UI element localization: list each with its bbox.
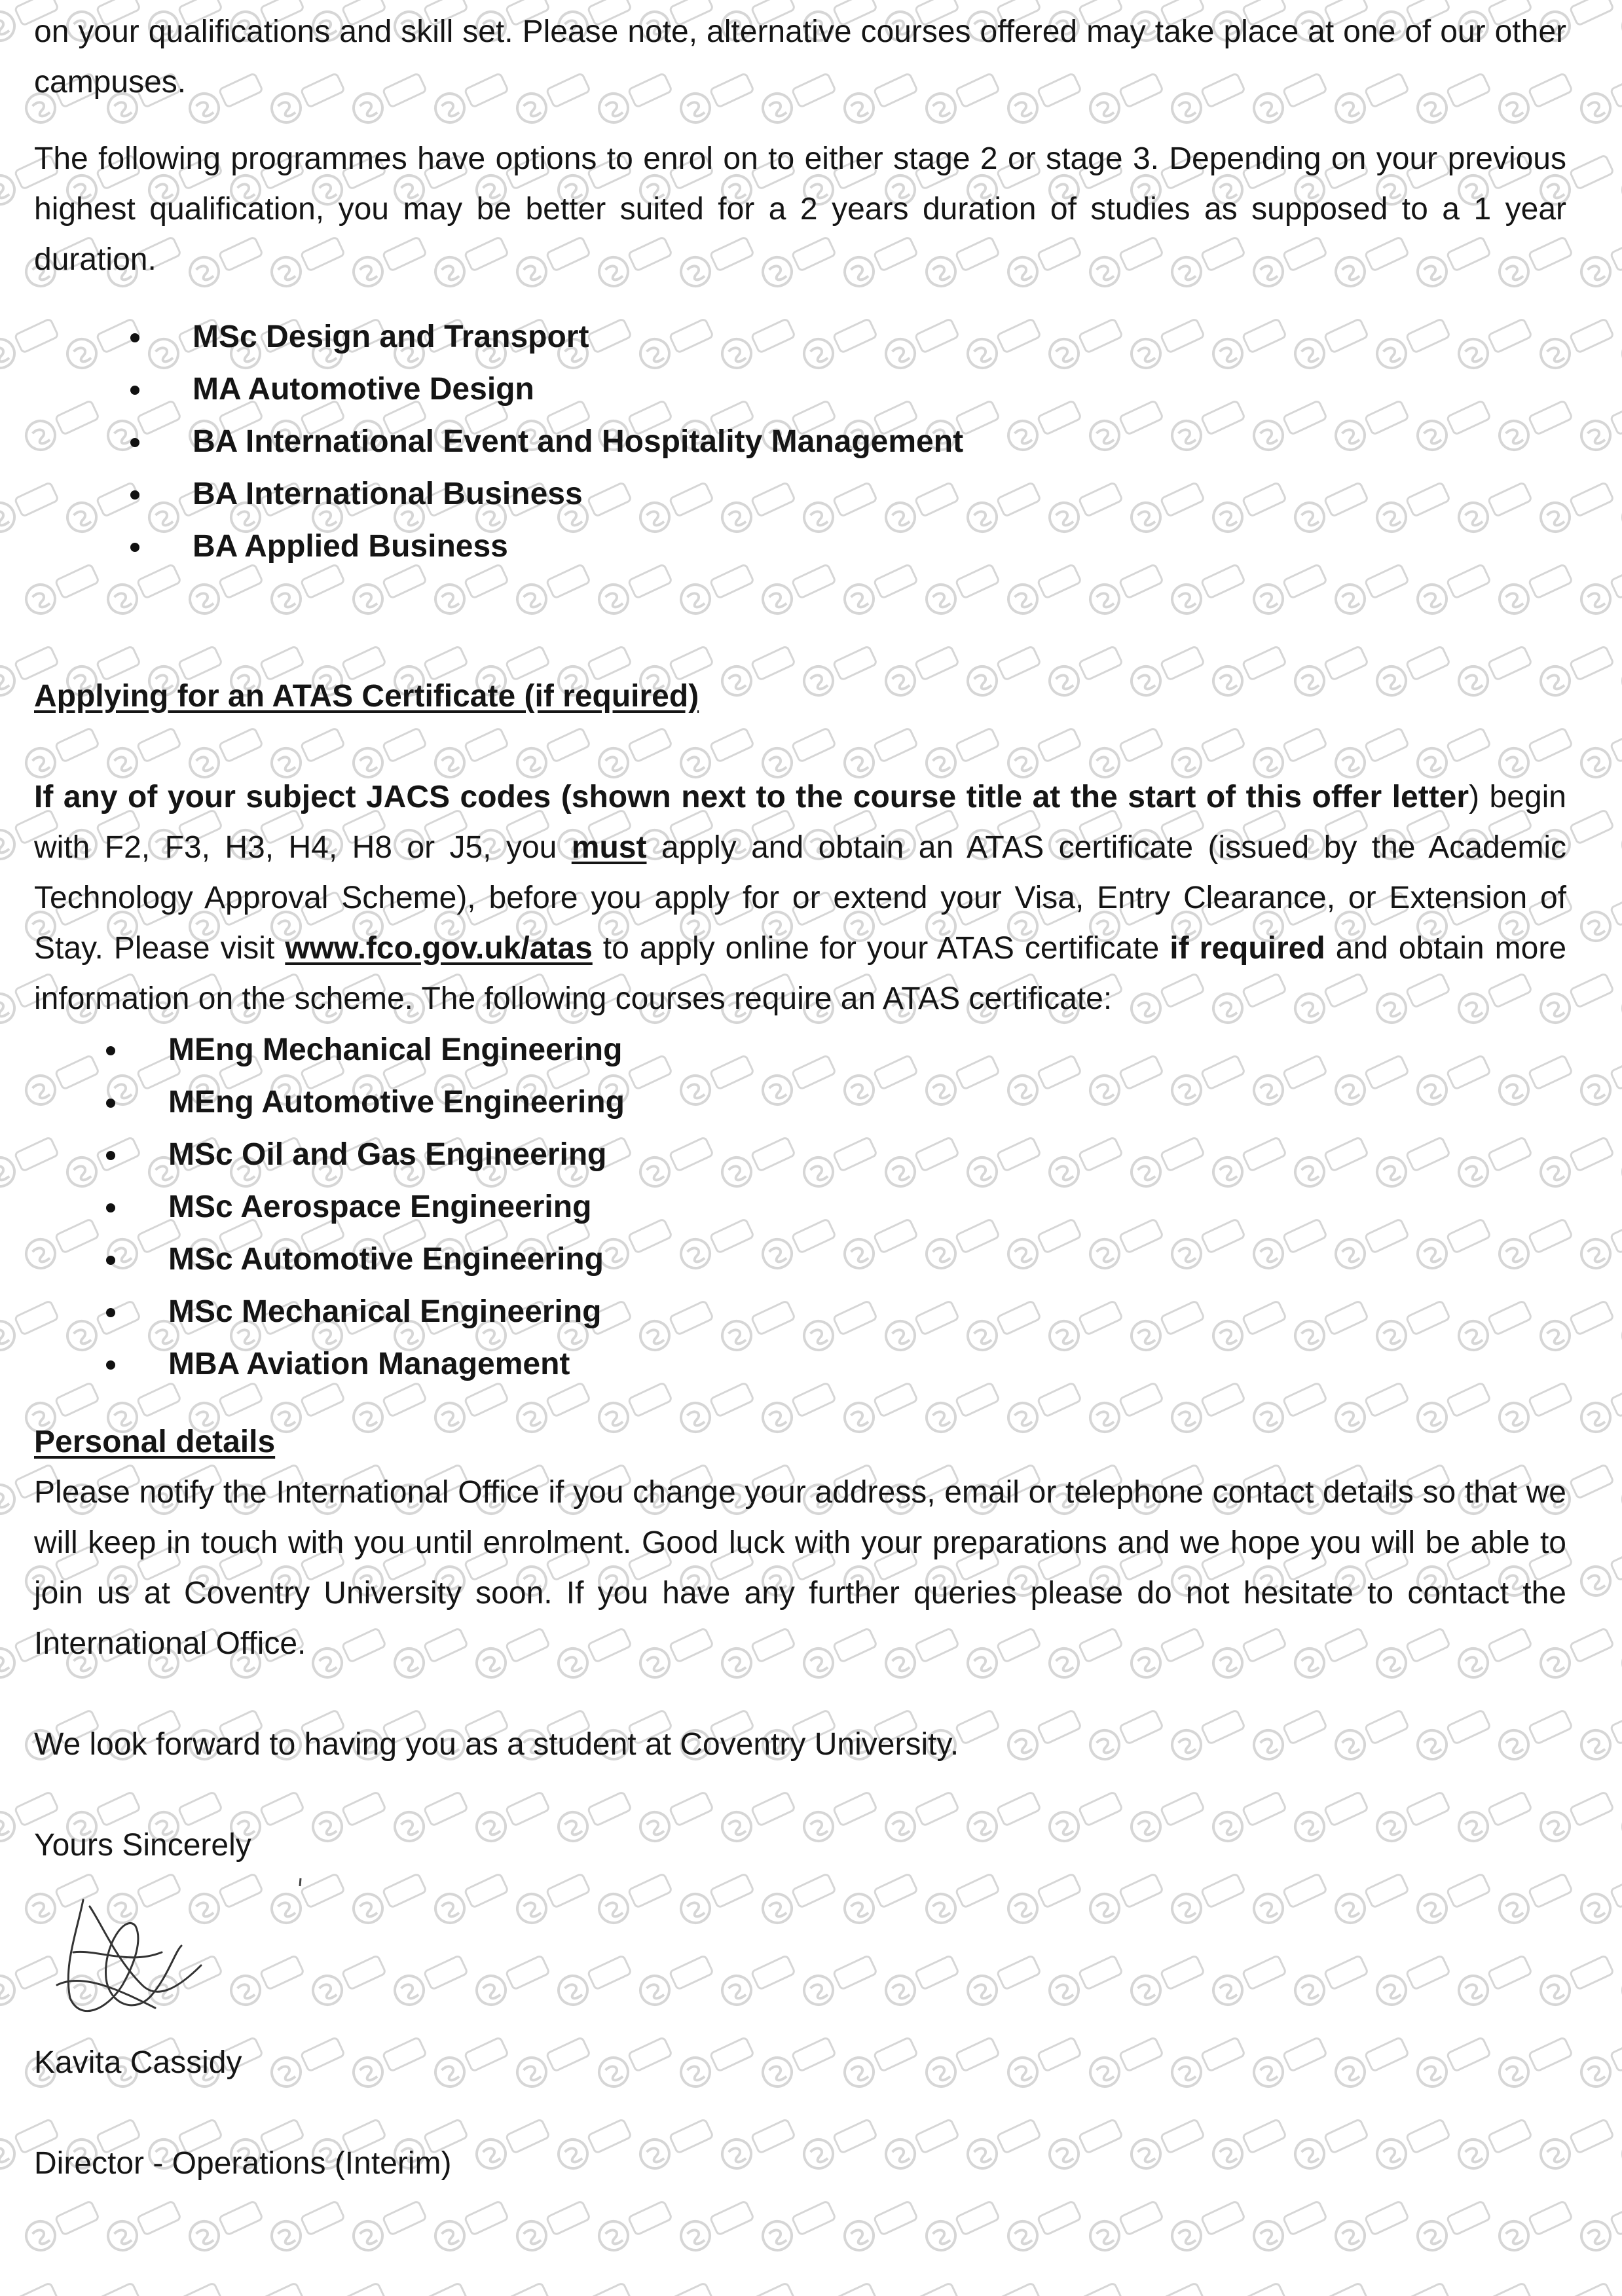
watermark-swirl-icon (1618, 479, 1622, 536)
list-item: MEng Mechanical Engineering (34, 1024, 1566, 1076)
stage-programme-list (34, 311, 1566, 573)
watermark-swirl-icon (1086, 2197, 1166, 2255)
watermark-swirl-icon (103, 2197, 183, 2255)
watermark-swirl-icon (676, 2197, 756, 2255)
watermark-swirl-icon (840, 2197, 920, 2255)
watermark-swirl-icon (800, 2279, 879, 2296)
watermark-swirl-icon (595, 2197, 674, 2255)
watermark-swirl-icon (185, 2197, 265, 2255)
watermark-swirl-icon (308, 2279, 388, 2296)
watermark-swirl-icon (1618, 1952, 1622, 2009)
list-item: MA Automotive Design (34, 363, 1566, 416)
watermark-swirl-icon (1618, 970, 1622, 1027)
watermark-swirl-icon (227, 2279, 306, 2296)
watermark-swirl-icon (145, 2279, 225, 2296)
watermark-swirl-icon (431, 2197, 511, 2255)
watermark-swirl-icon (1577, 1870, 1622, 1927)
watermark-swirl-icon (267, 2197, 347, 2255)
watermark-swirl-icon (922, 2197, 1002, 2255)
watermark-swirl-icon (1577, 233, 1622, 291)
list-item: MSc Aerospace Engineering (34, 1181, 1566, 1233)
list-item: MSc Design and Transport (34, 311, 1566, 363)
watermark-swirl-icon (1454, 2279, 1534, 2296)
watermark-swirl-icon (1577, 1542, 1622, 1600)
watermark-swirl-icon (1577, 888, 1622, 945)
watermark-swirl-icon (1618, 1297, 1622, 1355)
watermark-swirl-icon (1127, 2279, 1207, 2296)
watermark-swirl-icon (636, 2279, 716, 2296)
personal-paragraph: Please notify the International Office if you change your address, email or telephone contact details so that we will keep in touch with you until enrolment. Good luck with your preparations and we hope you will be able to join us at Coventry University soon. If you have any further queries please do not hesitate to contact the International Office. (34, 1475, 1566, 1661)
atas-heading: Applying for an ATAS Certificate (if required) (34, 679, 699, 714)
watermark-swirl-icon (1577, 2033, 1622, 2091)
signatory-name: Kavita Cassidy (34, 2045, 242, 2080)
atas-paragraph (34, 772, 1566, 1024)
list-item: MSc Mechanical Engineering (34, 1286, 1566, 1338)
watermark-swirl-icon (1618, 642, 1622, 700)
watermark-swirl-icon (881, 2279, 961, 2296)
atas-bold-lead: If any of your subject JACS codes (shown next to the course title at the start of this offer letter (34, 780, 1469, 814)
watermark-swirl-icon (0, 2279, 61, 2296)
list-item: BA International Event and Hospitality Management (34, 416, 1566, 468)
list-item: BA Applied Business (34, 520, 1566, 573)
watermark-swirl-icon (1577, 2197, 1622, 2255)
list-item: BA International Business (34, 468, 1566, 520)
watermark-swirl-icon (1618, 2279, 1622, 2296)
watermark-swirl-icon (1209, 2279, 1289, 2296)
watermark-swirl-icon (1577, 1215, 1622, 1273)
atas-text: to apply online for your ATAS certificate (592, 931, 1170, 966)
personal-heading: Personal details (34, 1425, 276, 1459)
watermark-swirl-icon (1618, 315, 1622, 373)
watermark-swirl-icon (1577, 560, 1622, 618)
watermark-swirl-icon (1618, 1624, 1622, 1682)
signature-mark-icon (297, 1877, 304, 1890)
watermark-swirl-icon (472, 2279, 552, 2296)
watermark-swirl-icon (1577, 69, 1622, 127)
watermark-swirl-icon (1577, 1051, 1622, 1109)
list-item: MBA Aviation Management (34, 1338, 1566, 1391)
watermark-swirl-icon (1618, 0, 1622, 45)
watermark-swirl-icon (1618, 1788, 1622, 1846)
watermark-swirl-icon (1413, 2197, 1493, 2255)
watermark-swirl-icon (1495, 2197, 1575, 2255)
watermark-swirl-icon (63, 2279, 143, 2296)
watermark-swirl-icon (513, 2197, 593, 2255)
intro-paragraph: on your qualifications and skill set. Please note, alternative courses offered may take place at one of our other campuses. (34, 14, 1566, 100)
watermark-swirl-icon (758, 2197, 838, 2255)
watermark-swirl-icon (1373, 2279, 1452, 2296)
watermark-swirl-icon (1577, 1706, 1622, 1764)
list-item: MSc Oil and Gas Engineering (34, 1129, 1566, 1181)
signatory-title: Director - Operations (Interim) (34, 2146, 452, 2181)
watermark-swirl-icon (1249, 2197, 1329, 2255)
list-item: MSc Automotive Engineering (34, 1233, 1566, 1286)
stages-paragraph: The following programmes have options to enrol on to either stage 2 or stage 3. Depending on your previous highest qualification, you may be better suited for a 2 years duration of studies as supposed to a 1 year duration. (34, 141, 1566, 277)
watermark-swirl-icon (1168, 2197, 1247, 2255)
watermark-swirl-icon (1577, 397, 1622, 454)
watermark-swirl-icon (22, 2197, 101, 2255)
watermark-swirl-icon (1536, 2279, 1616, 2296)
letter-page (34, 7, 1566, 2189)
signature (34, 1870, 1566, 2037)
look-forward-text: We look forward to having you as a student at Coventry University. (34, 1727, 959, 1762)
watermark-swirl-icon (1618, 1133, 1622, 1191)
atas-text: apply and obtain an ATAS certificate (issued by the Academic Technology Approval Scheme), before you apply for or extend your Visa, Entry Clearance, or Extension of Stay. Please visit (34, 830, 1567, 966)
watermark-swirl-icon (1004, 2197, 1084, 2255)
sign-off: Yours Sincerely (34, 1828, 251, 1863)
watermark-swirl-icon (1331, 2197, 1411, 2255)
watermark-swirl-icon (718, 2279, 798, 2296)
atas-if-required: if required (1170, 931, 1325, 966)
watermark-swirl-icon (1577, 724, 1622, 782)
watermark-swirl-icon (1618, 151, 1622, 209)
atas-course-list (34, 1024, 1566, 1391)
atas-text: and obtain more information on the scheme. The following courses require an ATAS certificate: (34, 931, 1567, 1016)
watermark-swirl-icon (1618, 1461, 1622, 1518)
watermark-swirl-icon (1577, 1379, 1622, 1436)
watermark-swirl-icon (1618, 2115, 1622, 2173)
watermark-swirl-icon (390, 2279, 470, 2296)
watermark-swirl-icon (1291, 2279, 1371, 2296)
list-item: MEng Automotive Engineering (34, 1076, 1566, 1129)
atas-link[interactable]: www.fco.gov.uk/atas (285, 931, 593, 966)
atas-text: ) begin with F2, F3, H3, H4, H8 or J5, you (34, 780, 1567, 865)
watermark-swirl-icon (349, 2197, 429, 2255)
atas-must: must (571, 830, 647, 865)
watermark-swirl-icon (963, 2279, 1043, 2296)
signature-scribble-icon (44, 1887, 240, 2031)
watermark-swirl-icon (1045, 2279, 1125, 2296)
watermark-swirl-icon (1618, 806, 1622, 864)
watermark-swirl-icon (554, 2279, 634, 2296)
